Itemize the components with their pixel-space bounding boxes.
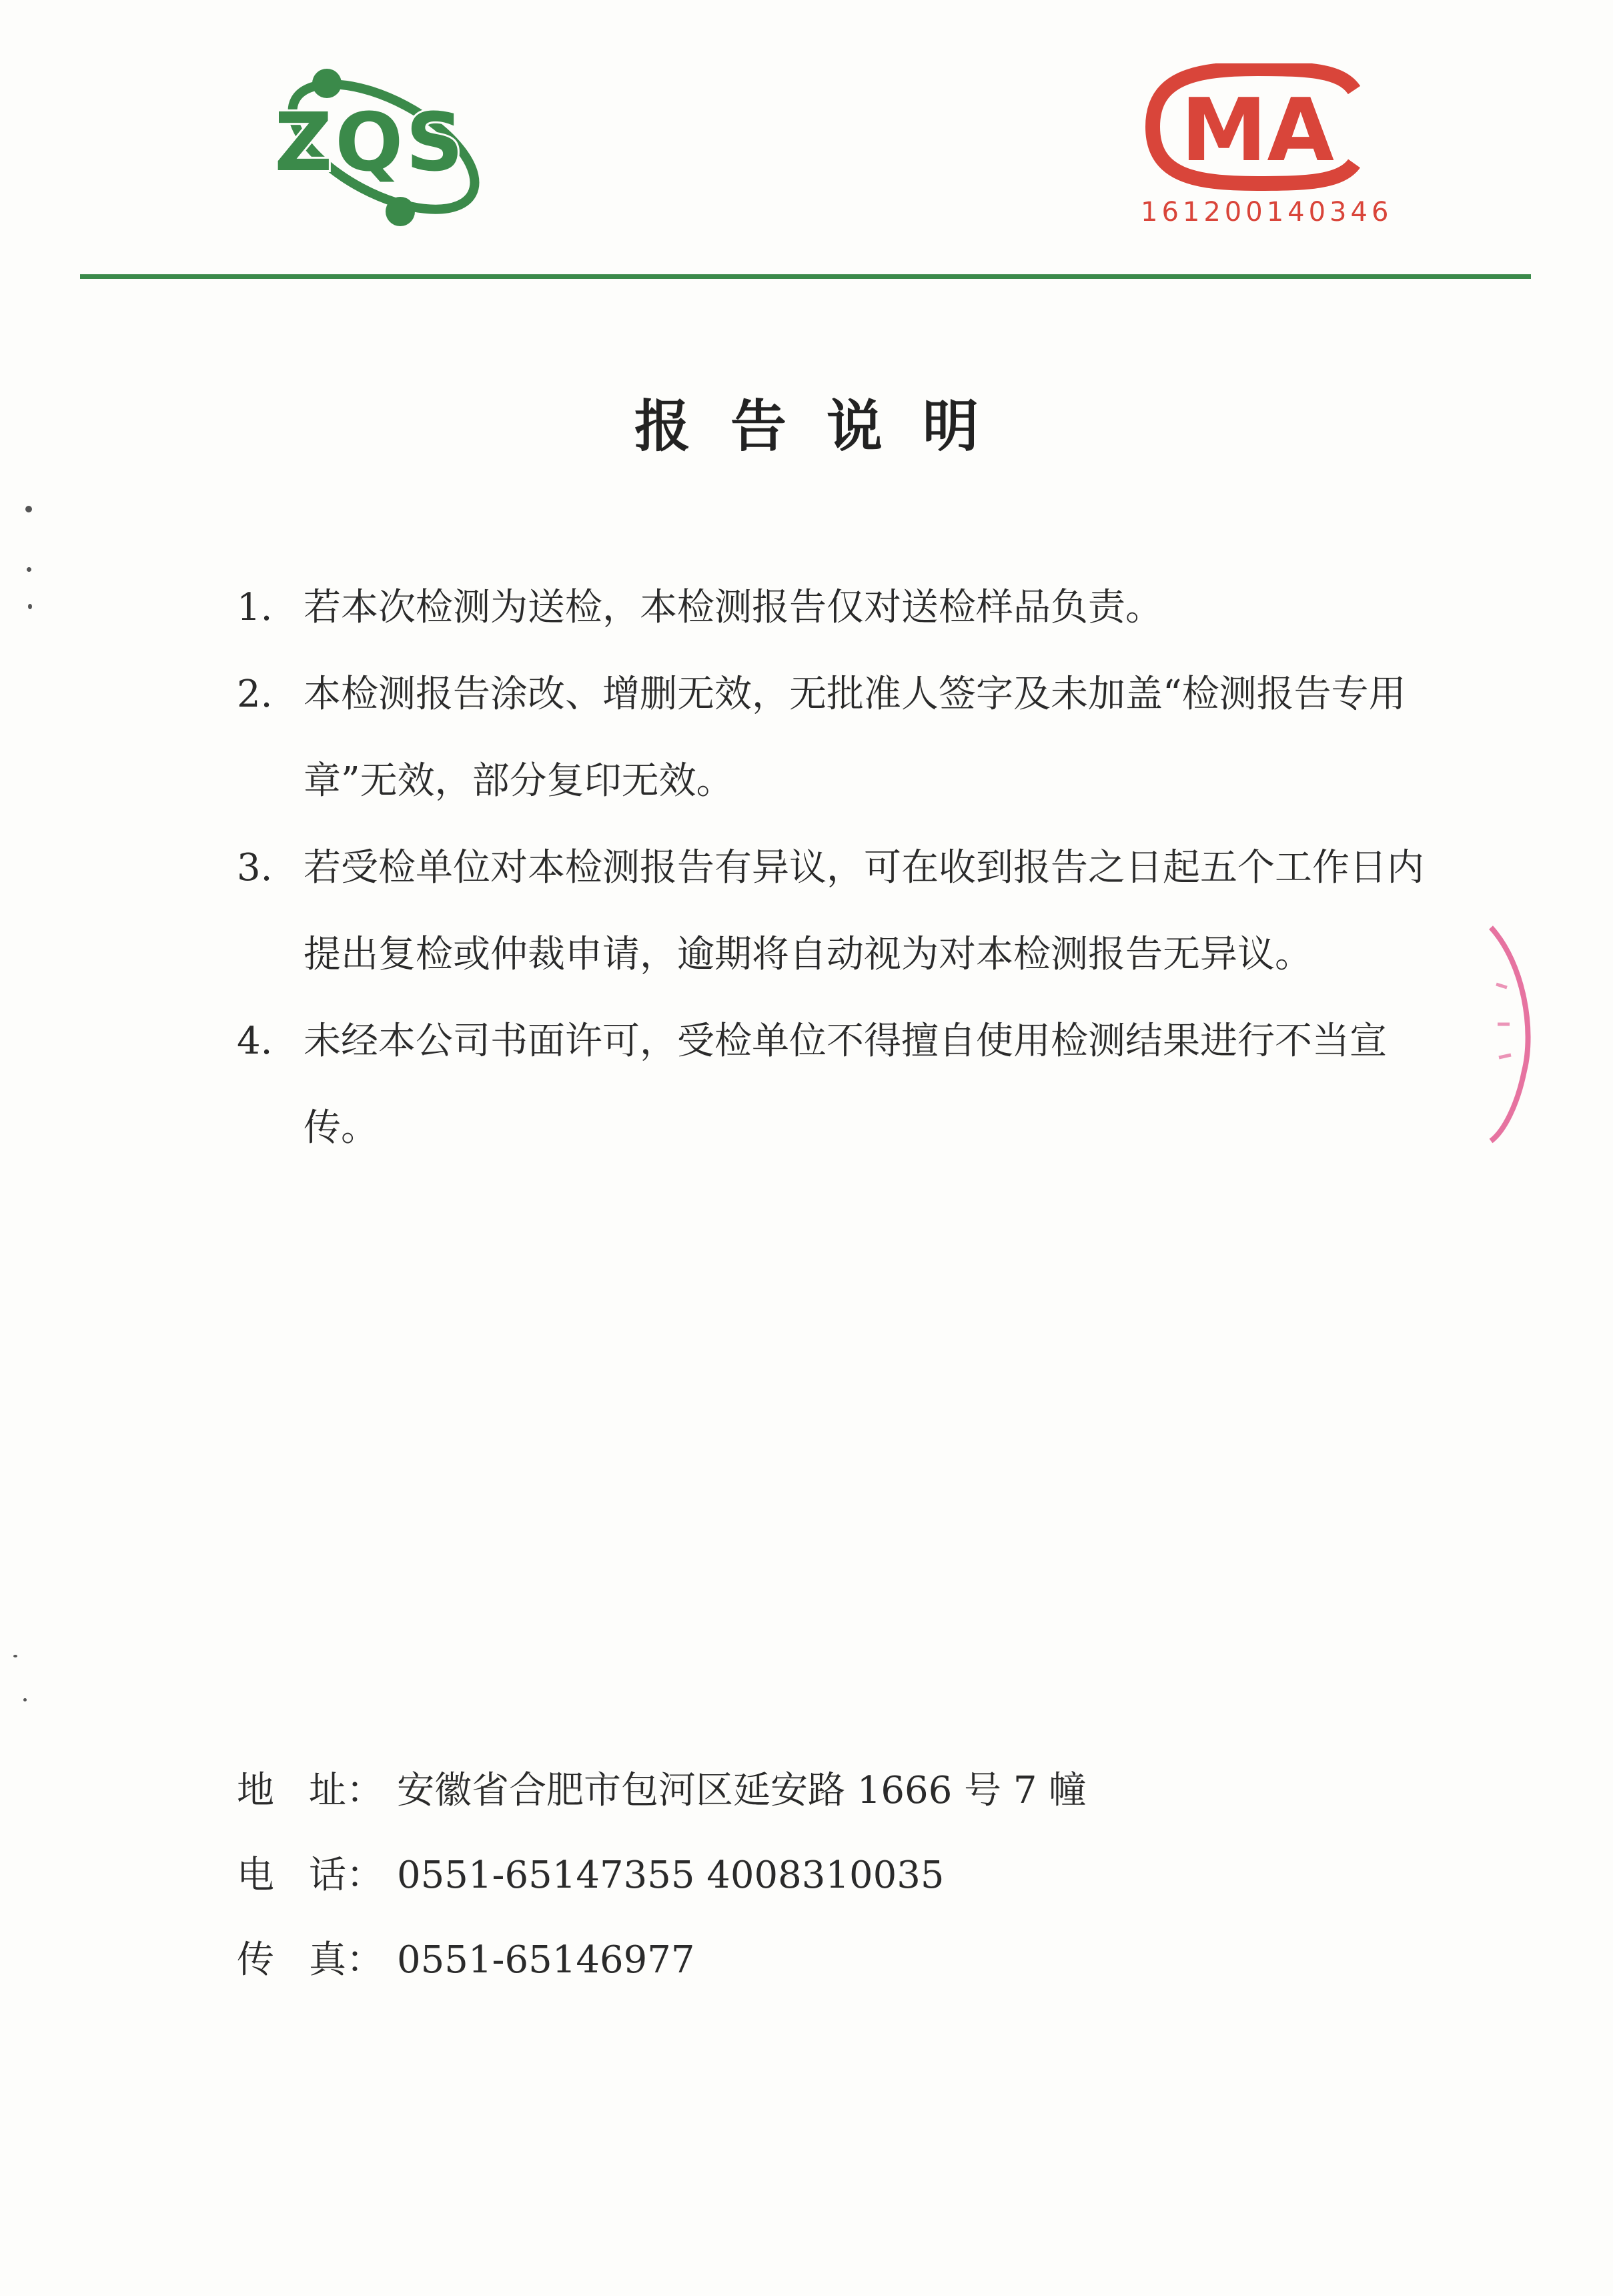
report-notes-list bbox=[237, 564, 1448, 1172]
scan-speck bbox=[23, 1698, 27, 1701]
list-item-number: 4. bbox=[237, 1020, 273, 1063]
list-item-number: 3. bbox=[237, 846, 273, 889]
contact-label-char: 址： bbox=[309, 1769, 384, 1812]
list-item-text: 若受检单位对本检测报告有异议，可在收到报告之日起五个工作日内提出复检或仲裁申请，逾期将自动视为对本检测报告无异议。 bbox=[304, 846, 1424, 976]
scan-speck bbox=[13, 1655, 17, 1657]
contact-address bbox=[237, 1748, 1448, 1833]
contact-label bbox=[237, 1918, 397, 2002]
contact-label-char: 话： bbox=[309, 1854, 384, 1897]
contact-label bbox=[237, 1833, 397, 1918]
zqs-logo bbox=[237, 63, 504, 230]
list-item-text: 未经本公司书面许可，受检单位不得擅自使用检测结果进行不当宣传。 bbox=[304, 1020, 1387, 1150]
contact-label-char: 电 bbox=[237, 1854, 274, 1897]
list-item bbox=[237, 998, 1448, 1172]
contact-value: 0551-65147355 4008310035 bbox=[397, 1854, 945, 1897]
contact-fax bbox=[237, 1918, 1448, 2002]
contact-value: 0551-65146977 bbox=[397, 1938, 695, 1982]
scan-speck bbox=[28, 604, 32, 609]
list-item-text: 若本次检测为送检，本检测报告仅对送检样品负责。 bbox=[304, 586, 1163, 629]
cma-logo bbox=[1141, 63, 1393, 230]
list-item-number: 2. bbox=[237, 673, 273, 716]
contact-value: 安徽省合肥市包河区延安路 1666 号 7 幢 bbox=[397, 1769, 1087, 1812]
contact-block bbox=[237, 1748, 1448, 2002]
cma-certificate-number: 161200140346 bbox=[1141, 197, 1393, 228]
cma-logo-text: MA bbox=[1181, 79, 1334, 181]
contact-label-char: 传 bbox=[237, 1938, 274, 1982]
header-divider bbox=[80, 274, 1531, 279]
list-item-text: 本检测报告涂改、增删无效，无批准人签字及未加盖“检测报告专用章”无效，部分复印无效。 bbox=[304, 673, 1406, 803]
list-item bbox=[237, 825, 1448, 998]
partial-seal-stamp bbox=[1484, 924, 1538, 1144]
zqs-logo-text: ZQS bbox=[274, 97, 466, 189]
contact-phone bbox=[237, 1833, 1448, 1918]
contact-label-char: 地 bbox=[237, 1769, 274, 1812]
list-item bbox=[237, 651, 1448, 825]
list-item bbox=[237, 564, 1448, 651]
contact-label-char: 真： bbox=[309, 1938, 384, 1982]
page-title: 报告说明 bbox=[634, 393, 1019, 459]
scan-speck bbox=[25, 506, 32, 512]
scan-speck bbox=[27, 567, 31, 572]
list-item-number: 1. bbox=[237, 586, 273, 629]
contact-label bbox=[237, 1748, 397, 1833]
